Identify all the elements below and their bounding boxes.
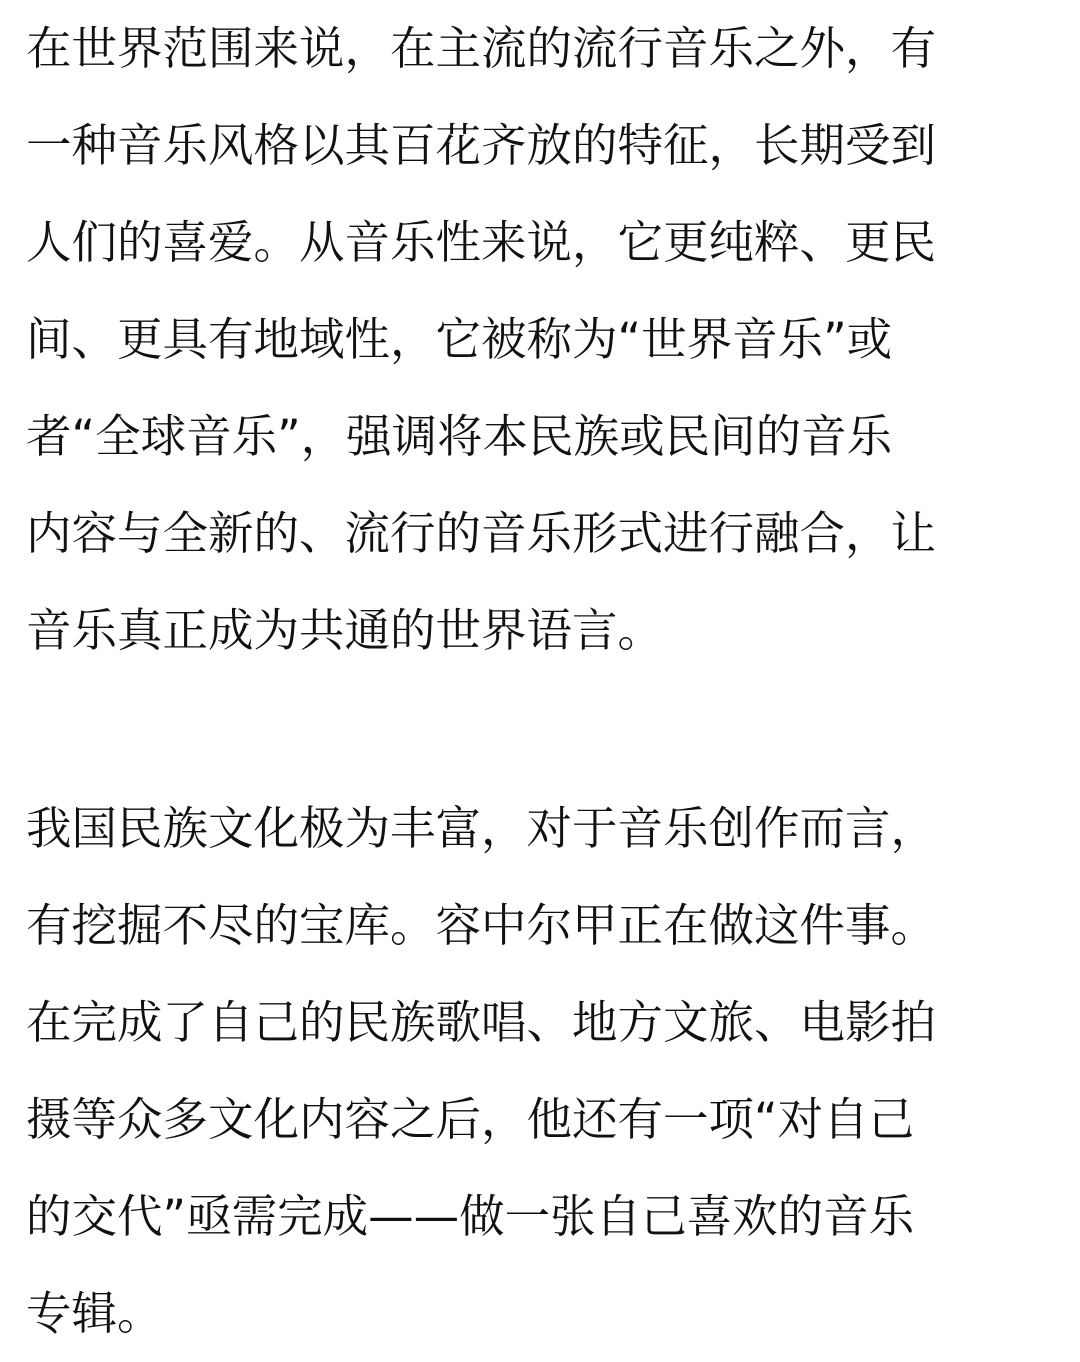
paragraph-album: 我国民族文化极为丰富，对于音乐创作而言， 有挖掘不尽的宝库。容中尔甲正在做这件事。 在完成了自己的民族歌唱、地方文旅、电影拍 摄等众多文化内容之后，他还有一项“对自己 的交代”亟需完成——做一张自己喜欢的音乐 专辑。 xyxy=(26,802,937,1340)
paragraph-world-music: 在世界范围来说，在主流的流行音乐之外，有 一种音乐风格以其百花齐放的特征，长期受到 人们的喜爱。从音乐性来说，它更纯粹、更民 间、更具有地域性，它被称为“世界音乐”或 者“全球音乐”，强调将本民族或民间的音乐 内容与全新的、流行的音乐形式进行融合，让 音乐真正成为共通的世界语言。 xyxy=(26,22,937,657)
